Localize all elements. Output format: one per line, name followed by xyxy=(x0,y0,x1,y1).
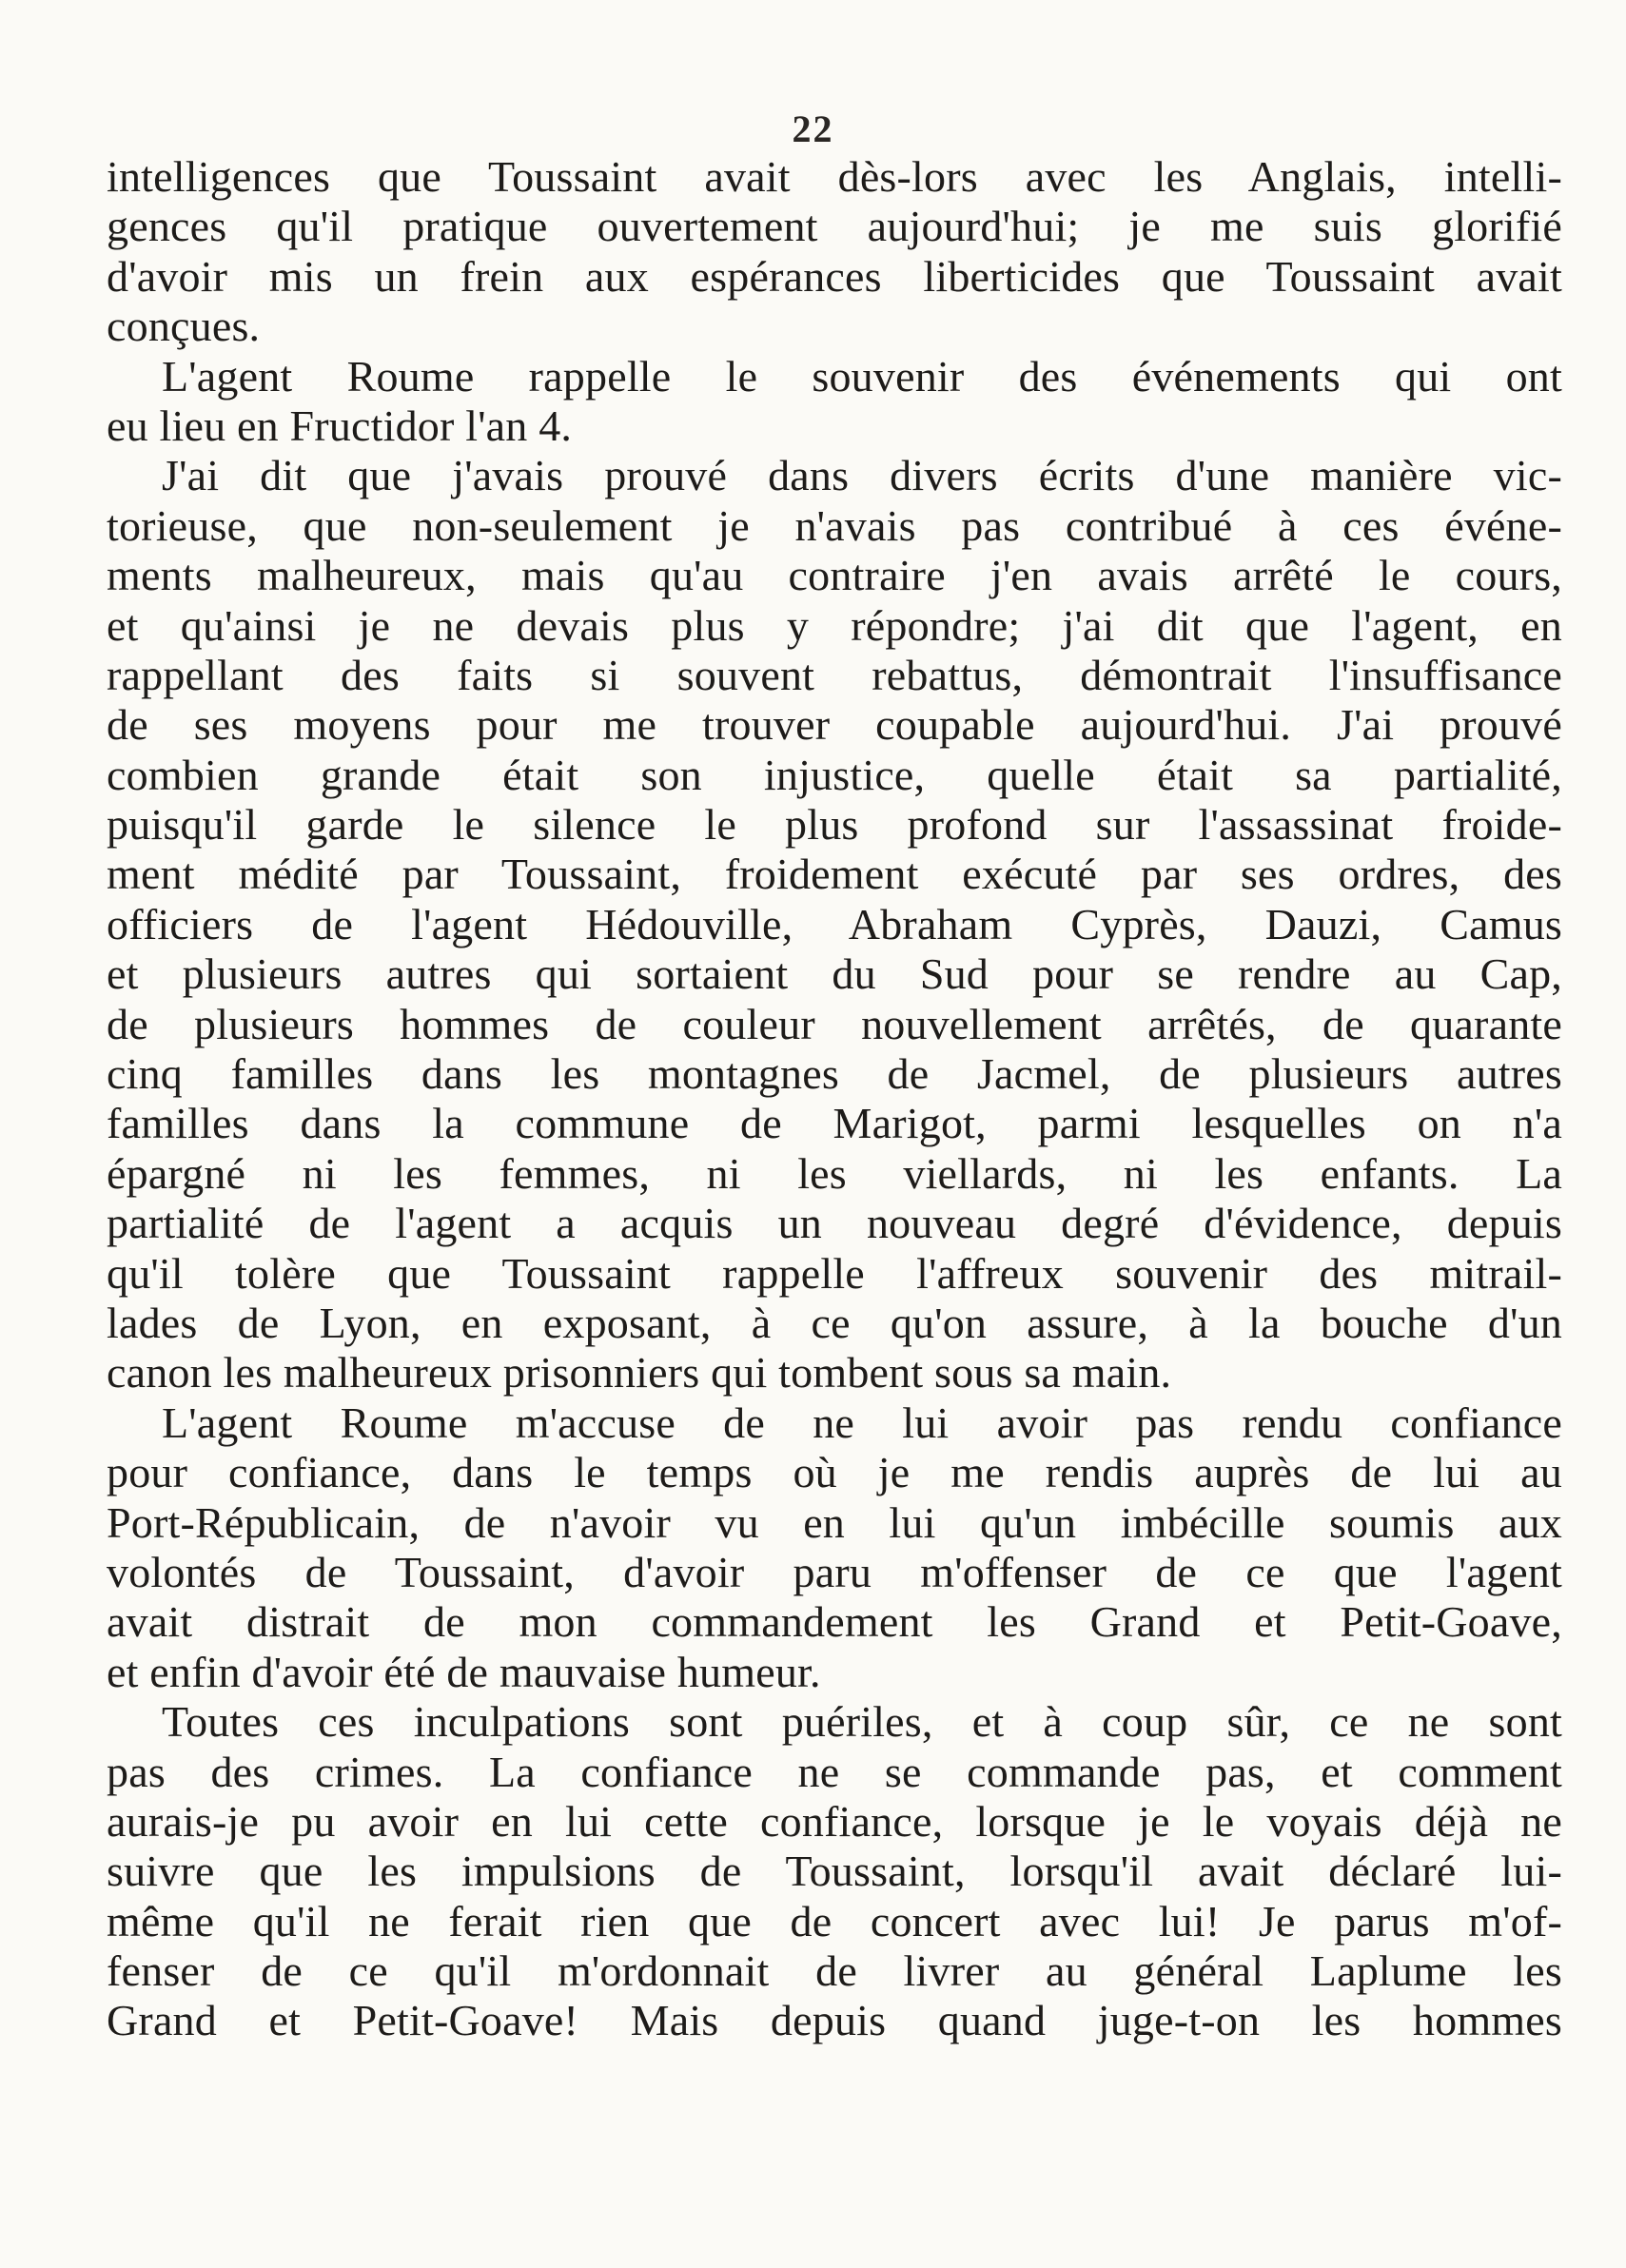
text-line: ments malheureux, mais qu'au contraire j'en avais arrêté le cours, xyxy=(107,551,1562,600)
text-line: ment médité par Toussaint, froidement exécuté par ses ordres, des xyxy=(107,850,1562,899)
text-line: fenser de ce qu'il m'ordonnait de livrer au général Laplume les xyxy=(107,1946,1562,1996)
text-line: L'agent Roume rappelle le souvenir des événements qui ont xyxy=(162,351,1562,401)
text-line: suivre que les impulsions de Toussaint, lorsqu'il avait déclaré lui- xyxy=(107,1847,1562,1896)
text-line: Grand et Petit-Goave! Mais depuis quand juge-t-on les hommes xyxy=(107,1996,1562,2045)
text-line: de plusieurs hommes de couleur nouvellement arrêtés, de quarante xyxy=(107,999,1562,1048)
text-line: partialité de l'agent a acquis un nouveau degré d'évidence, depuis xyxy=(107,1199,1562,1248)
text-line: et plusieurs autres qui sortaient du Sud pour se rendre au Cap, xyxy=(107,949,1562,999)
text-line: J'ai dit que j'avais prouvé dans divers écrits d'une manière vic- xyxy=(162,451,1562,500)
text-line: intelligences que Toussaint avait dès-lors avec les Anglais, intelli- xyxy=(107,152,1562,201)
text-line: volontés de Toussaint, d'avoir paru m'offenser de ce que l'agent xyxy=(107,1547,1562,1596)
page-number: 22 xyxy=(792,108,834,150)
text-line: aurais-je pu avoir en lui cette confiance, lorsque je le voyais déjà ne xyxy=(107,1796,1562,1846)
text-line: puisqu'il garde le silence le plus profond sur l'assassinat froide- xyxy=(107,800,1562,850)
text-line: d'avoir mis un frein aux espérances liberticides que Toussaint avait xyxy=(107,251,1562,301)
text-line: cinq familles dans les montagnes de Jacmel, de plusieurs autres xyxy=(107,1049,1562,1099)
text-line: gences qu'il pratique ouvertement aujourd'hui; je me suis glorifié xyxy=(107,202,1562,251)
text-line: Toutes ces inculpations sont puériles, et à coup sûr, ce ne sont xyxy=(162,1697,1562,1747)
text-line: et qu'ainsi je ne devais plus y répondre; j'ai dit que l'agent, en xyxy=(107,600,1562,650)
text-line: Port-Républicain, de n'avoir vu en lui qu'un imbécille soumis aux xyxy=(107,1497,1562,1547)
text-line: lades de Lyon, en exposant, à ce qu'on assure, à la bouche d'un xyxy=(107,1298,1562,1347)
text-line: L'agent Roume m'accuse de ne lui avoir pas rendu confiance xyxy=(162,1398,1562,1447)
text-line: pas des crimes. La confiance ne se commande pas, et comment xyxy=(107,1747,1562,1796)
body-text xyxy=(107,152,1562,2046)
text-line: qu'il tolère que Toussaint rappelle l'affreux souvenir des mitrail- xyxy=(107,1248,1562,1298)
text-line: familles dans la commune de Marigot, parmi lesquelles on n'a xyxy=(107,1099,1562,1148)
text-line: combien grande était son injustice, quelle était sa partialité, xyxy=(107,750,1562,799)
text-line: et enfin d'avoir été de mauvaise humeur. xyxy=(107,1647,821,1696)
text-line: canon les malheureux prisonniers qui tombent sous sa main. xyxy=(107,1348,1172,1398)
text-line: officiers de l'agent Hédouville, Abraham Cyprès, Dauzi, Camus xyxy=(107,899,1562,948)
text-line: même qu'il ne ferait rien que de concert avec lui! Je parus m'of- xyxy=(107,1896,1562,1945)
text-line: de ses moyens pour me trouver coupable aujourd'hui. J'ai prouvé xyxy=(107,700,1562,750)
text-line: eu lieu en Fructidor l'an 4. xyxy=(107,401,573,450)
text-line: rappellant des faits si souvent rebattus, démontrait l'insuffisance xyxy=(107,650,1562,699)
text-line: avait distrait de mon commandement les Grand et Petit-Goave, xyxy=(107,1597,1562,1647)
text-line: pour confiance, dans le temps où je me rendis auprès de lui au xyxy=(107,1448,1562,1497)
text-line: conçues. xyxy=(107,302,261,351)
text-line: épargné ni les femmes, ni les viellards, ni les enfants. La xyxy=(107,1148,1562,1198)
text-line: torieuse, que non-seulement je n'avais pas contribué à ces événe- xyxy=(107,500,1562,550)
